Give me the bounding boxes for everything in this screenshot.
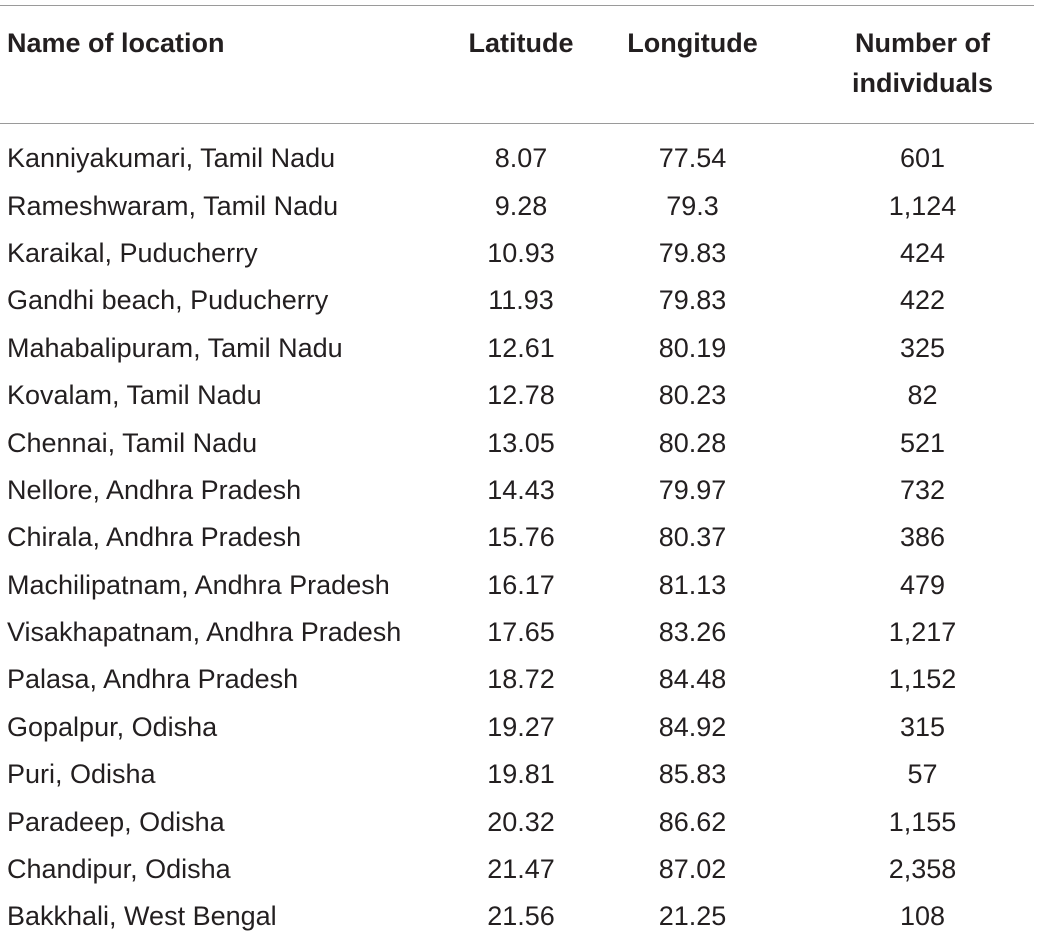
table-row — [0, 609, 1034, 656]
locations-table — [0, 5, 1034, 941]
cell-location-name: Rameshwaram, Tamil Nadu — [7, 190, 339, 221]
cell-location-name: Bakkhali, West Bengal — [7, 901, 277, 932]
cell-number-of-individuals: 108 — [899, 901, 946, 932]
cell-number-of-individuals: 479 — [899, 569, 946, 600]
cell-number-of-individuals: 386 — [899, 522, 946, 553]
header-row — [0, 6, 1034, 124]
cell-longitude: 79.83 — [658, 237, 727, 268]
cell-number-of-individuals: 422 — [899, 285, 946, 316]
cell-latitude: 19.27 — [487, 711, 555, 742]
cell-longitude: 79.83 — [658, 285, 727, 316]
cell-location-name: Kanniyakumari, Tamil Nadu — [7, 143, 336, 174]
cell-location-name: Puri, Odisha — [7, 759, 156, 790]
table-row — [0, 419, 1034, 466]
cell-location-name: Chennai, Tamil Nadu — [7, 427, 258, 458]
table-row — [0, 562, 1034, 609]
header-number-of-individuals — [781, 6, 1034, 124]
cell-number-of-individuals: 315 — [899, 711, 946, 742]
cell-number-of-individuals: 1,124 — [888, 190, 957, 221]
cell-latitude: 18.72 — [487, 664, 555, 695]
cell-number-of-individuals: 1,217 — [888, 617, 957, 648]
cell-latitude: 9.28 — [494, 190, 548, 221]
cell-longitude: 80.37 — [658, 522, 727, 553]
cell-latitude: 10.93 — [487, 237, 555, 268]
cell-latitude: 20.32 — [487, 806, 555, 837]
cell-number-of-individuals: 1,152 — [888, 664, 957, 695]
cell-location-name: Paradeep, Odisha — [7, 806, 225, 837]
cell-latitude: 11.93 — [488, 285, 554, 316]
cell-number-of-individuals: 57 — [907, 759, 938, 790]
cell-location-name: Gopalpur, Odisha — [7, 711, 218, 742]
table-row — [0, 704, 1034, 751]
cell-longitude: 86.62 — [658, 806, 727, 837]
table-row — [0, 893, 1034, 940]
cell-location-name: Nellore, Andhra Pradesh — [7, 474, 302, 505]
cell-longitude: 79.3 — [666, 190, 719, 221]
cell-number-of-individuals: 82 — [907, 380, 938, 411]
cell-longitude: 80.28 — [658, 427, 727, 458]
cell-latitude: 19.81 — [487, 759, 555, 790]
cell-number-of-individuals: 2,358 — [888, 854, 957, 885]
cell-location-name: Kovalam, Tamil Nadu — [7, 380, 262, 411]
cell-latitude: 8.07 — [494, 143, 548, 174]
cell-number-of-individuals: 424 — [899, 237, 946, 268]
cell-latitude: 16.17 — [487, 569, 555, 600]
cell-number-of-individuals: 325 — [899, 332, 946, 363]
cell-location-name: Chirala, Andhra Pradesh — [7, 522, 302, 553]
header-name-of-location: Name of location — [7, 28, 225, 58]
cell-location-name: Machilipatnam, Andhra Pradesh — [7, 569, 390, 600]
header-number-of-individuals-line1: Number of — [855, 28, 990, 58]
cell-location-name: Chandipur, Odisha — [7, 854, 231, 885]
table-row — [0, 124, 1034, 183]
table-body — [0, 124, 1034, 941]
cell-location-name: Karaikal, Puducherry — [7, 237, 258, 268]
cell-longitude: 84.92 — [658, 711, 727, 742]
cell-longitude: 83.26 — [658, 617, 727, 648]
cell-longitude: 80.19 — [658, 332, 727, 363]
table-row — [0, 325, 1034, 372]
table-row — [0, 798, 1034, 845]
table-row — [0, 182, 1034, 229]
cell-latitude: 21.47 — [487, 854, 555, 885]
table-header — [0, 6, 1034, 124]
cell-latitude: 21.56 — [487, 901, 555, 932]
cell-longitude: 81.13 — [658, 569, 727, 600]
cell-longitude: 79.97 — [658, 474, 727, 505]
cell-longitude: 85.83 — [658, 759, 727, 790]
header-number-of-individuals-line2: individuals — [851, 68, 994, 98]
table-row — [0, 656, 1034, 703]
cell-number-of-individuals: 521 — [899, 427, 946, 458]
table-row — [0, 467, 1034, 514]
cell-location-name: Palasa, Andhra Pradesh — [7, 664, 299, 695]
header-longitude: Longitude — [627, 28, 758, 58]
table-row — [0, 514, 1034, 561]
cell-latitude: 15.76 — [487, 522, 555, 553]
cell-longitude: 84.48 — [658, 664, 727, 695]
cell-longitude: 21.25 — [658, 901, 727, 932]
cell-latitude: 13.05 — [487, 427, 555, 458]
cell-location-name: Mahabalipuram, Tamil Nadu — [7, 332, 343, 363]
cell-number-of-individuals: 1,155 — [888, 806, 957, 837]
cell-latitude: 17.65 — [487, 617, 555, 648]
table-row — [0, 751, 1034, 798]
cell-location-name: Gandhi beach, Puducherry — [7, 285, 329, 316]
cell-longitude: 77.54 — [658, 143, 727, 174]
table-row — [0, 230, 1034, 277]
cell-latitude: 12.61 — [487, 332, 555, 363]
table-row — [0, 277, 1034, 324]
cell-location-name: Visakhapatnam, Andhra Pradesh — [7, 617, 402, 648]
cell-latitude: 14.43 — [487, 474, 555, 505]
cell-latitude: 12.78 — [487, 380, 555, 411]
cell-number-of-individuals: 732 — [899, 474, 946, 505]
cell-longitude: 87.02 — [658, 854, 727, 885]
cell-number-of-individuals: 601 — [899, 143, 946, 174]
cell-longitude: 80.23 — [658, 380, 727, 411]
header-latitude: Latitude — [468, 28, 574, 58]
table-row — [0, 372, 1034, 419]
table-row — [0, 846, 1034, 893]
